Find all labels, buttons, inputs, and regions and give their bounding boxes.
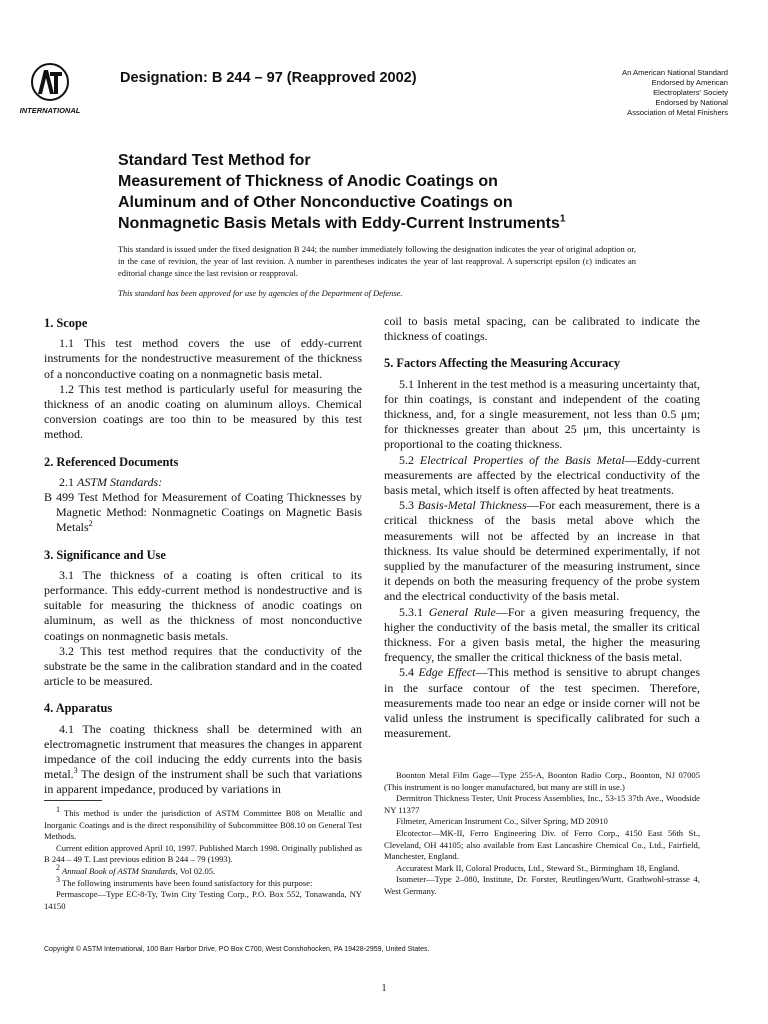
section-heading: 2. Referenced Documents	[44, 454, 179, 469]
dod-notice: This standard has been approved for use by agencies of the Department of Defense.	[118, 288, 403, 298]
footnotes-left	[44, 805, 362, 912]
title-footnote-ref: 1	[559, 213, 566, 225]
endorsement-line: Association of Metal Finishers	[627, 108, 728, 117]
logo-international: INTERNATIONAL	[19, 106, 81, 115]
paragraph: 5.1 Inherent in the test method is a measuring uncertainty that, for thin coatings, is constant and independent of the coating thickness, and, for a single measurement, not less than 0.5 μm; for thicknesses greater than about 25 μm, this uncertainty is proportional to the coating thickness.	[384, 376, 700, 452]
paragraph-continued: coil to basis metal spacing, can be calibrated to indicate the thickness of coatings.	[384, 314, 700, 344]
footnote: Permascope—Type EC-8-Ty, Twin City Testing Corp., P.O. Box 552, Tonawanda, NY 14150	[44, 889, 362, 911]
paragraph: 3.2 This test method requires that the conductivity of the substrate be the same in the calibration standard and in the coated article to be measured.	[44, 643, 362, 689]
endorsement-line: Endorsed by National	[655, 98, 728, 107]
title-line: Standard Test Method for	[118, 152, 311, 169]
reference-item: B 499 Test Method for Measurement of Coating Thicknesses by Magnetic Method: Nonmagnetic Coatings on Magnetic Basis Metals$^2$	[44, 490, 362, 535]
paragraph: 3.1 The thickness of a coating is often critical to its performance. This eddy-current method is nondestructive and is suitable for measuring the thickness of anodic coatings on aluminum, as well as the thickness of most nonconductive coatings on nonmagnetic basis metals.	[44, 567, 362, 643]
left-column	[44, 314, 362, 798]
footnote: Elcotector—MK-II, Ferro Engineering Div. of Ferro Corp., 4150 East 56th St., Cleveland, OH 44105; also available from East Lancashire Chemical Co., Ltd., Fairfield, Manchester, England.	[384, 827, 700, 862]
endorsement-block	[528, 68, 728, 118]
footnotes-right	[384, 770, 700, 898]
astm-logo	[16, 60, 112, 120]
paragraph: 2.1 ASTM Standards:	[59, 474, 163, 489]
paragraph: 5.3 Basis-Metal Thickness—For each measurement, there is a critical thickness of the basis metal above which the measurements will not be affected by an increase in that thickness. Its value should be determined experimentally, if not supplied by the manufacturer of the measuring instrument, since it depends on both the measuring frequency of the probe system and the electrical conductivity of the basis metal.	[384, 498, 701, 604]
right-column	[384, 314, 700, 741]
copyright-notice: Copyright © ASTM International, 100 Barr Harbor Drive, PO Box C700, West Conshohocken, PA 19428-2959, United States.	[44, 946, 430, 953]
title-line: Nonmagnetic Basis Metals with Eddy-Current Instruments$^1$	[118, 213, 566, 232]
footnote: Current edition approved April 10, 1997. Published March 1998. Originally published as B 244 – 49 T. Last previous edition B 244 – 79 (1993).	[44, 842, 362, 865]
footnote: $^2$ Annual Book of ASTM Standards, Vol 02.05.	[56, 863, 216, 876]
title-line: Aluminum and of Other Nonconductive Coatings on	[118, 194, 513, 211]
footnote-rule	[44, 800, 102, 801]
footnote: $^3$ The following instruments have been found satisfactory for this purpose:	[56, 874, 313, 888]
endorsement-line: Endorsed by American	[651, 78, 728, 87]
footnote: Accuratest Mark II, Coloral Products, Ltd., Steward St., Birmingham 18, England.	[396, 862, 680, 873]
footnote: Isometer—Type 2–080, Institute, Dr. Forster, Reutlingen/Wurtt. Grathwohl-strasse 4, West Germany.	[384, 874, 700, 896]
section-heading: 5. Factors Affecting the Measuring Accuracy	[384, 356, 621, 371]
standard-notice: This standard is issued under the fixed designation B 244; the number immediately following the designation indicates the year of original adoption or, in the case of revision, the year of last revision. A number in parentheses indicates the year of last reapproval. A superscript epsilon (ε) indicates an editorial change since the last revision or reapproval.	[118, 244, 636, 278]
paragraph: 4.1 The coating thickness shall be determined with an electromagnetic instrument that measures the changes in apparent impedance of the coil inducing the eddy currents into the basis metal.$^3$ The design of the instrument shall be such that variations in apparent impedance, produced by variations in	[44, 721, 362, 797]
endorsement-line: Electroplaters' Society	[653, 88, 728, 97]
paragraph: 5.2 Electrical Properties of the Basis Metal—Eddy-current measurements are affected by the electrical conductivity of the basis metal, which itself is often affected by heat treatments.	[384, 452, 700, 498]
document-title	[118, 150, 738, 234]
paragraph: 5.4 Edge Effect—This method is sensitive to abrupt changes in the surface contour of the test specimen. Therefore, measurements made too near an edge or inside corner will not be valid unless the instrument is specifically calibrated for such a measurement.	[384, 665, 701, 741]
footnote: Boonton Metal Film Gage—Type 255-A, Boonton Radio Corp., Boonton, NJ 07005 (This instrument is no longer manufactured, but many are still in use.)	[384, 770, 700, 792]
section-heading: 1. Scope	[44, 316, 88, 330]
section-heading: 3. Significance and Use	[44, 547, 166, 562]
designation: Designation: B 244 – 97 (Reapproved 2002)	[120, 70, 417, 86]
footnote: Filmeter, American Instrument Co., Silver Spring, MD 20910	[396, 816, 608, 827]
title-line: Measurement of Thickness of Anodic Coatings on	[118, 173, 498, 190]
page-number: 1	[381, 983, 387, 994]
footnote: Dermitron Thickness Tester, Unit Process Assemblies, Inc., 53-15 37th Ave., Woodside NY 11377	[384, 793, 700, 815]
section-heading: 4. Apparatus	[44, 701, 113, 716]
paragraph: 1.2 This test method is particularly useful for measuring the thickness of an anodic coating on aluminum alloys. Chemical conversion coatings are too thin to be measured by this test method.	[44, 381, 362, 442]
paragraph: 5.3.1 General Rule—For a given measuring frequency, the higher the conductivity of the basis metal, the smaller its critical thickness. For a given basis metal, the higher the measuring frequency, the smaller the critical thickness of the basis metal.	[384, 604, 701, 665]
footnote: $^1$ This method is under the jurisdiction of ASTM Committee B08 on Metallic and Inorganic Coatings and is the direct responsibility of Subcommittee B08.10 on General Test Methods.	[44, 805, 362, 842]
endorsement-line: An American National Standard	[622, 68, 728, 77]
paragraph: 1.1 This test method covers the use of eddy-current instruments for the nondestructive measurement of the thickness of a nonconductive coating on a nonmagnetic basis metal.	[44, 336, 362, 381]
